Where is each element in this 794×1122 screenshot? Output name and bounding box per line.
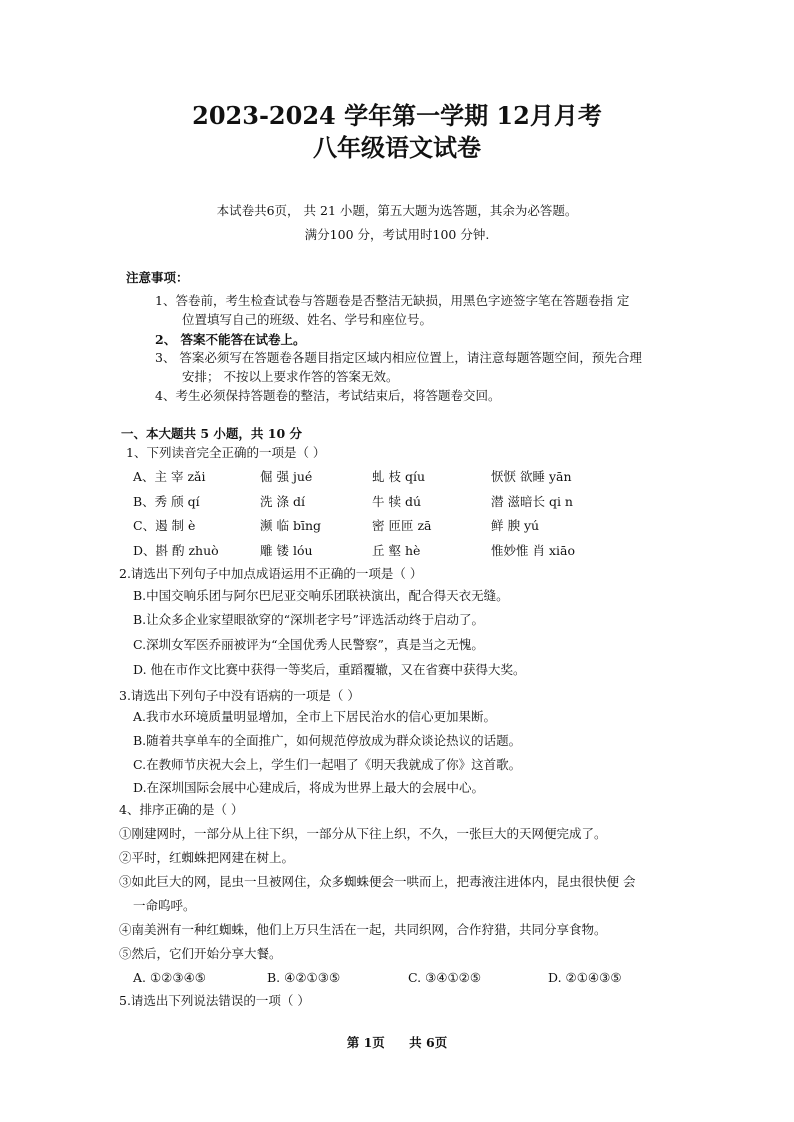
q1-option-c-2: 濒 临 bīng <box>260 518 321 533</box>
intro-line-2: 满分100 分，考试用时100 分钟. <box>304 227 490 242</box>
q2-option-2: B.让众多企业家望眼欲穿的“深圳老字号”评选活动终于启动了。 <box>133 612 484 627</box>
q1-option-b-3: 牛 犊 dú <box>372 494 421 509</box>
q4-item-3: ③如此巨大的网，昆虫一旦被网住，众多蜘蛛便会一哄而上，把毒液注进体内，昆虫很快便 会 <box>119 874 636 889</box>
q3-option-b: B.随着共享单车的全面推广，如何规范停放成为群众谈论热议的话题。 <box>133 733 522 748</box>
q4-choice-d: D. ②①④③⑤ <box>548 970 622 985</box>
page-title: 2023-2024 学年第一学期 12月月考 <box>192 101 602 130</box>
q1-option-a-2: 倔 强 jué <box>260 469 313 484</box>
q1-option-a-4: 恹恹 欲睡 yān <box>491 469 572 484</box>
note-item-2: 2、 答案不能答在试卷上。 <box>155 332 306 347</box>
q4-item-5: ⑤然后，它们开始分享大餐。 <box>119 946 282 961</box>
q4-choice-b: B. ④②①③⑤ <box>267 970 341 985</box>
q1-option-b-2: 洗 涤 dí <box>260 494 305 509</box>
q1-option-b-1: B、秀 颀 qí <box>133 494 200 509</box>
notes-heading: 注意事项： <box>126 270 189 285</box>
q2-stem: 2.请选出下列句子中加点成语运用不正确的一项是（ ） <box>119 566 423 581</box>
page-number: 第 1页 <box>346 1035 385 1050</box>
q4-stem: 4、排序正确的是（ ） <box>119 802 244 817</box>
note-item-1a: 1、答卷前，考生检查试卷与答题卷是否整洁无缺损，用黑色字迹签字笔在答题卷指 定 <box>155 293 630 308</box>
q5-stem: 5.请选出下列说法错误的一项（ ） <box>119 993 310 1008</box>
q2-option-4: D. 他在市作文比赛中获得一等奖后，重蹈覆辙，又在省赛中获得大奖。 <box>133 662 526 677</box>
q4-item-3-cont: 一命呜呼。 <box>133 898 196 913</box>
q1-option-b-4: 潜 滋暗长 qi n <box>491 494 573 509</box>
q1-option-a-1: A、主 宰 zǎi <box>133 469 206 484</box>
section-1-heading: 一、本大题共 5 小题，共 10 分 <box>121 426 303 441</box>
q1-option-c-4: 鲜 腴 yú <box>491 518 540 533</box>
q2-option-1: B.中国交响乐团与阿尔巴尼亚交响乐团联袂演出，配合得天衣无缝。 <box>133 588 509 603</box>
page-total: 共 6页 <box>409 1035 448 1050</box>
note-item-1b: 位置填写自己的班级、姓名、学号和座位号。 <box>182 312 433 327</box>
page-footer <box>0 1033 794 1051</box>
q1-option-c-3: 密 匝匝 zā <box>372 518 432 533</box>
q3-option-d: D.在深圳国际会展中心建成后，将成为世界上最大的会展中心。 <box>133 780 485 795</box>
q1-option-d-4: 惟妙惟 肖 xiāo <box>491 543 575 558</box>
q4-item-4: ④南美洲有一种红蜘蛛，他们上万只生活在一起，共同织网，合作狩猎，共同分享食物。 <box>119 922 607 937</box>
q4-choice-a: A. ①②③④⑤ <box>133 970 207 985</box>
note-item-3a: 3、 答案必须写在答题卷各题目指定区域内相应位置上，请注意每题答题空间，预先合理 <box>155 350 642 365</box>
q1-option-d-1: D、斟 酌 zhuò <box>133 543 219 558</box>
q1-option-d-2: 雕 镂 lóu <box>260 543 313 558</box>
q3-stem: 3.请选出下列句子中没有语病的一项是（ ） <box>119 688 360 703</box>
q1-stem: 1、下列读音完全正确的一项是（ ） <box>126 445 326 460</box>
page-subtitle: 八年级语文试卷 <box>313 133 481 162</box>
note-item-4: 4、考生必须保持答题卷的整洁，考试结束后，将答题卷交回。 <box>155 388 501 403</box>
note-item-3b: 安排； 不按以上要求作答的答案无效。 <box>182 369 399 384</box>
q4-item-2: ②平时，红蜘蛛把网建在树上。 <box>119 850 295 865</box>
q4-item-1: ①刚建网时，一部分从上往下织，一部分从下往上织，不久，一张巨大的天网便完成了。 <box>119 826 607 841</box>
q1-option-a-3: 虬 枝 qíu <box>372 469 425 484</box>
q2-option-3: C.深圳女军医乔丽被评为“全国优秀人民警察”，真是当之无愧。 <box>133 637 484 652</box>
q3-option-a: A.我市水环境质量明显增加，全市上下居民治水的信心更加果断。 <box>133 709 497 724</box>
q4-choice-c: C. ③④①②⑤ <box>408 970 482 985</box>
q1-option-c-1: C、遏 制 è <box>133 518 196 533</box>
q3-option-c: C.在教师节庆祝大会上，学生们一起唱了《明天我就成了你》这首歌。 <box>133 757 522 772</box>
intro-line-1: 本试卷共6页， 共 21 小题，第五大题为选答题，其余为必答题。 <box>216 203 578 218</box>
q1-option-d-3: 丘 壑 hè <box>372 543 421 558</box>
